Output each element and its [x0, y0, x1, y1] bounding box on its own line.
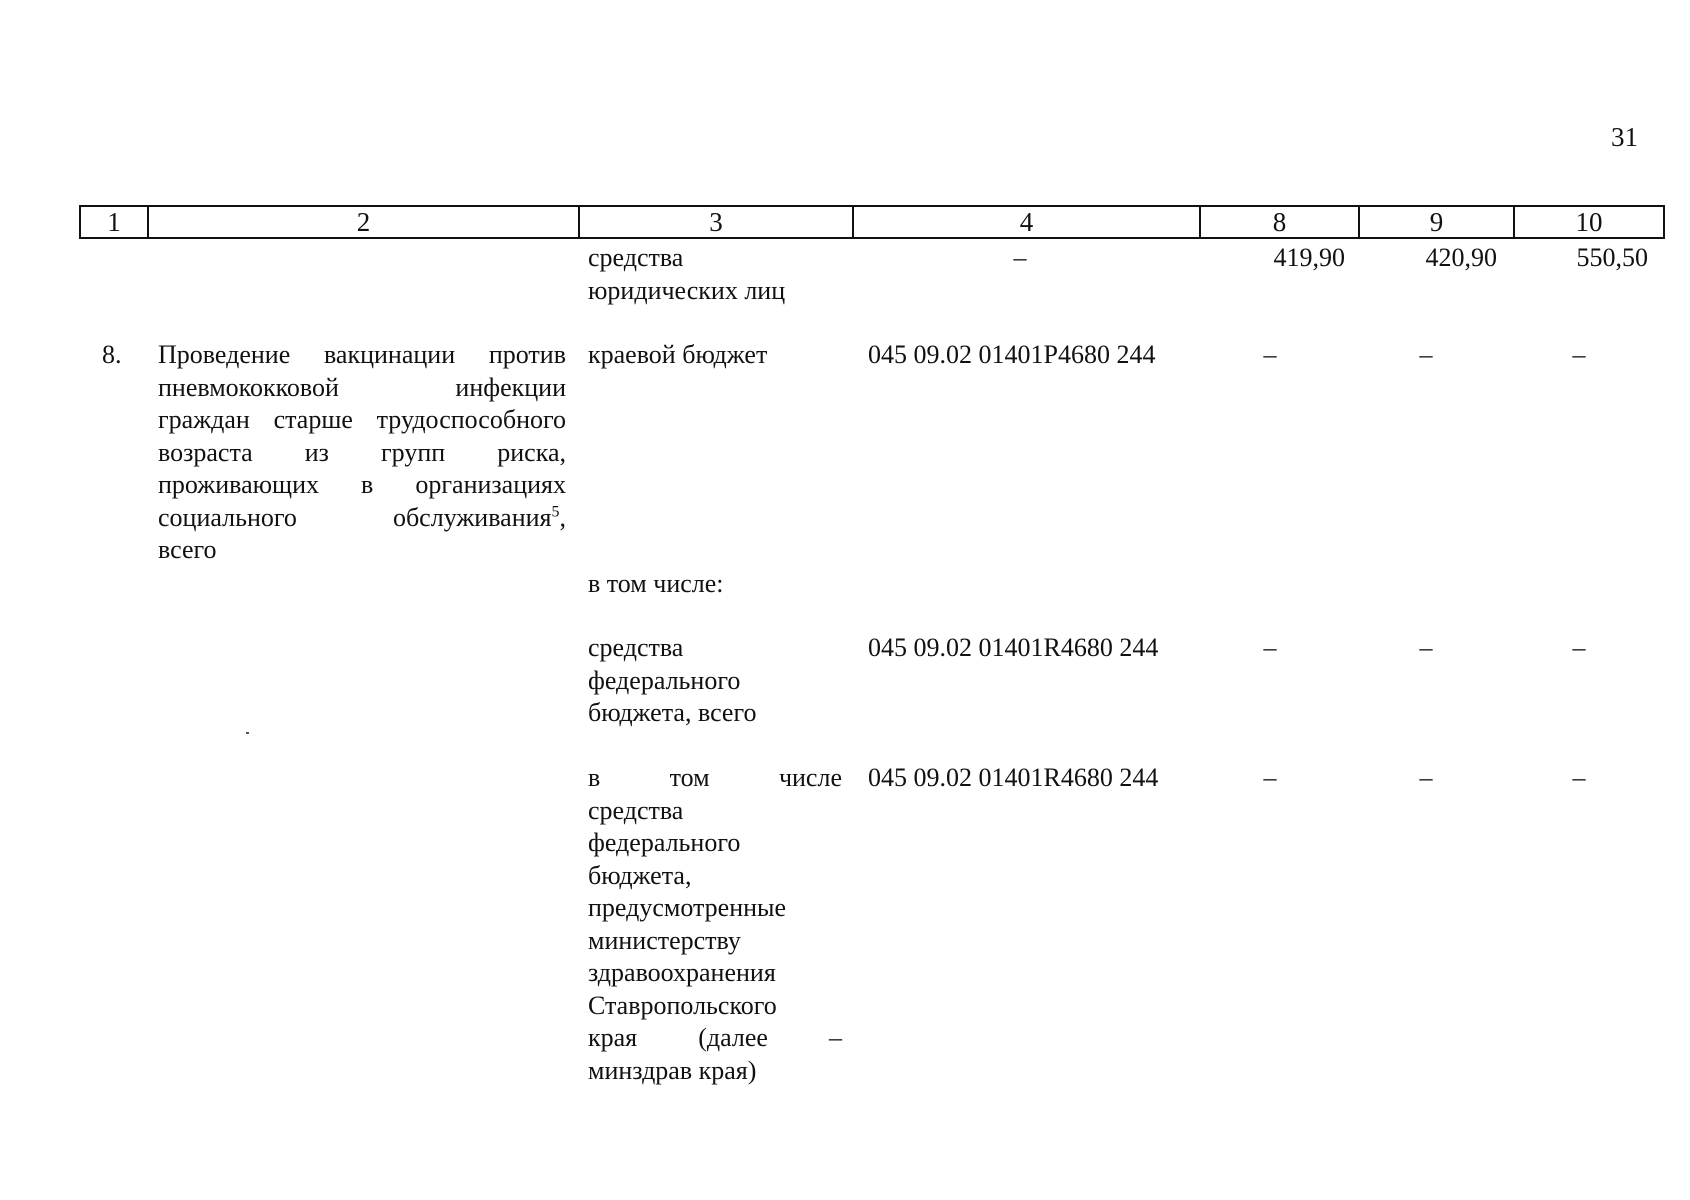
including-label: в том числе:	[588, 569, 724, 598]
federal-budget-source: средства федерального бюджета, всего	[588, 633, 757, 727]
legal-entities-value-10: 550,50	[1576, 243, 1648, 272]
column-header-2: 2	[148, 206, 579, 238]
federal-budget-value-8: –	[1263, 633, 1277, 662]
legal-entities-value-8: 419,90	[1273, 243, 1345, 272]
column-header-row	[79, 205, 1665, 239]
regional-budget-value-10: –	[1572, 340, 1586, 369]
column-header-8: 8	[1200, 206, 1359, 238]
activity-name-line: социального обслуживания	[158, 502, 552, 532]
scan-speck	[246, 732, 249, 734]
page-number: 31	[1611, 122, 1638, 152]
federal-ministry-source-first-line: в том числе	[588, 763, 842, 792]
column-header-10: 10	[1514, 206, 1664, 238]
activity-name-last-line: всего	[158, 535, 217, 564]
activity-name-line: возраста из групп риска,	[158, 437, 566, 467]
regional-budget-value-8: –	[1263, 340, 1277, 369]
activity-name-line-with-footnote	[158, 502, 566, 535]
footnote-marker: 5	[551, 502, 560, 520]
legal-entities-source: средства юридических лиц	[588, 243, 786, 305]
activity-name-line: Проведение вакцинации против	[158, 340, 566, 369]
activity-name-comma: ,	[559, 502, 566, 532]
regional-budget-code: 045 09.02 01401P4680 244	[868, 340, 1156, 369]
legal-entities-code: –	[1013, 243, 1027, 272]
federal-ministry-source	[588, 762, 842, 1087]
regional-budget-value-9: –	[1419, 340, 1433, 369]
federal-ministry-value-9: –	[1419, 763, 1433, 792]
federal-budget-code: 045 09.02 01401R4680 244	[868, 633, 1159, 662]
federal-budget-value-10: –	[1572, 633, 1586, 662]
federal-ministry-value-8: –	[1263, 763, 1277, 792]
federal-ministry-source-justified-line: края (далее –	[588, 1023, 842, 1052]
federal-ministry-value-10: –	[1572, 763, 1586, 792]
column-header-1: 1	[80, 206, 148, 238]
activity-name-line: граждан старше трудоспособного	[158, 405, 566, 434]
activity-name-line: проживающих в организациях	[158, 470, 566, 499]
federal-ministry-code: 045 09.02 01401R4680 244	[868, 763, 1159, 792]
column-header-4: 4	[853, 206, 1200, 238]
federal-budget-value-9: –	[1419, 633, 1433, 662]
regional-budget-source: краевой бюджет	[588, 340, 768, 369]
legal-entities-value-9: 420,90	[1425, 243, 1497, 272]
column-header-9: 9	[1359, 206, 1514, 238]
federal-ministry-source-last-line: минздрав края)	[588, 1055, 757, 1085]
federal-ministry-source-body: средства федерального бюджета, предусмотренные министерству здравоохранения Ставропольского	[588, 795, 787, 1020]
activity-name-line: пневмококковой инфекции	[158, 372, 566, 402]
column-header-3: 3	[579, 206, 853, 238]
activity-name	[158, 339, 566, 567]
row-number: 8.	[102, 340, 122, 369]
